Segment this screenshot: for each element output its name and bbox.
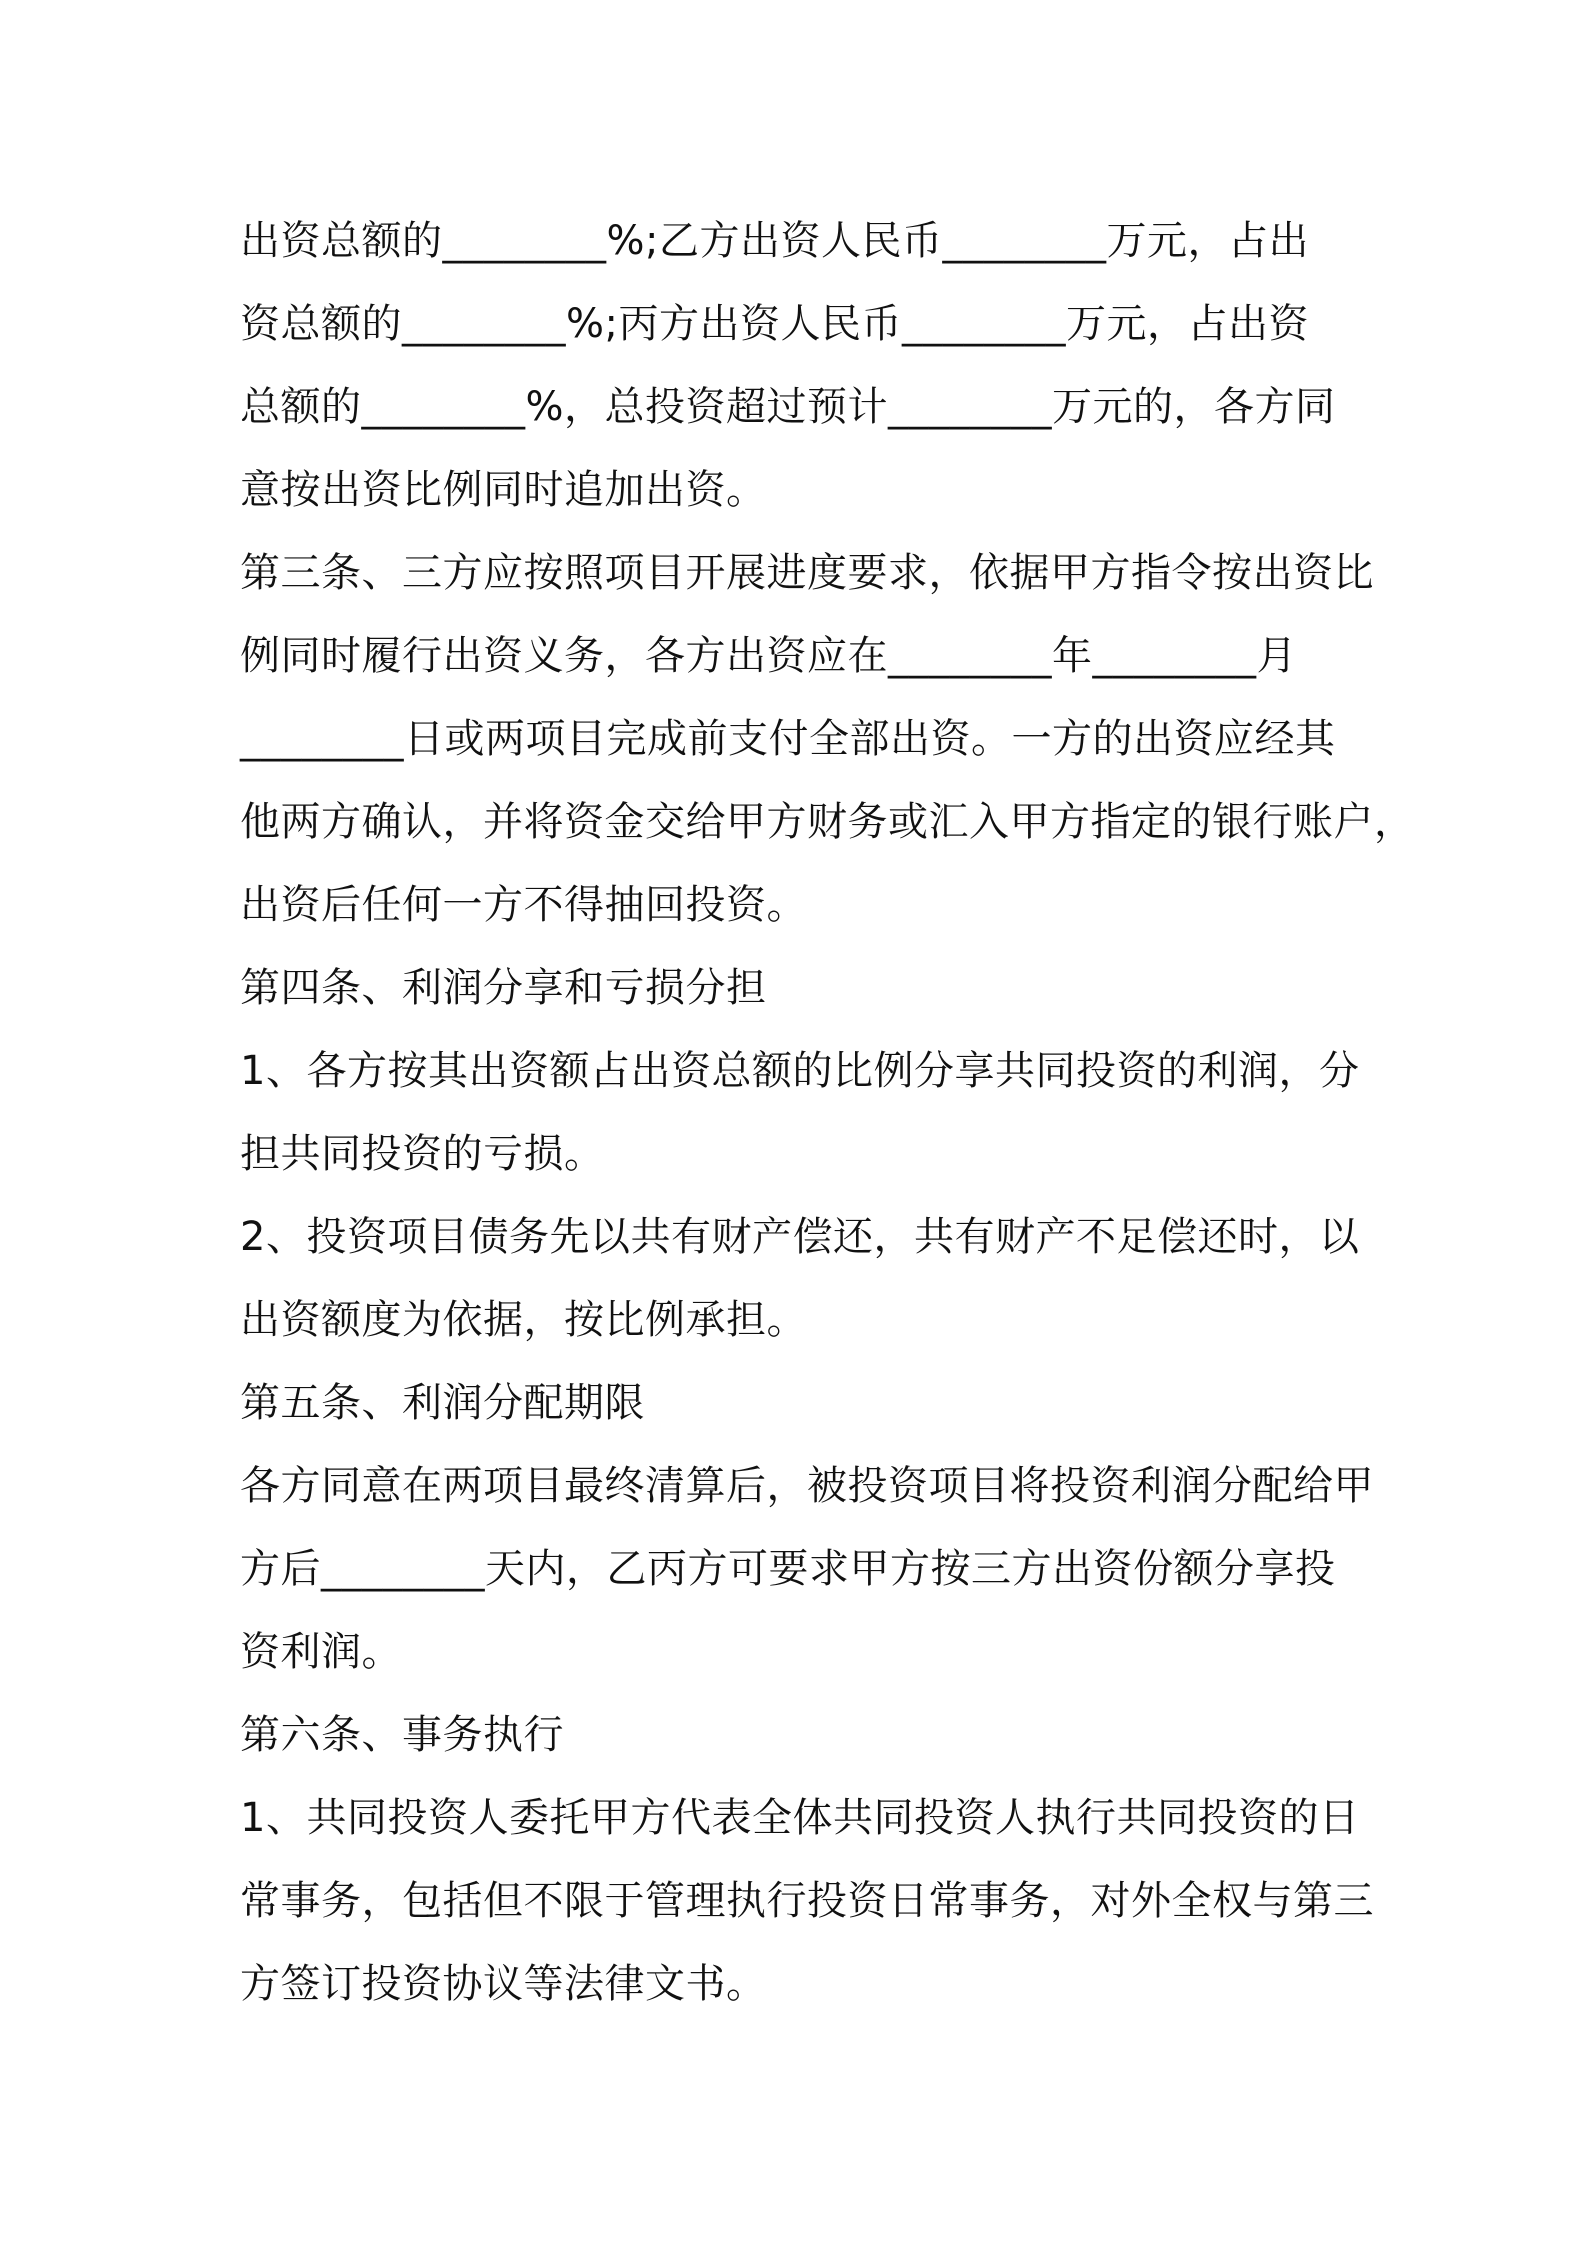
article-5-heading: 第五条、利润分配期限 xyxy=(240,1380,645,1426)
text-line: 常事务，包括但不限于管理执行投资日常事务，对外全权与第三 xyxy=(240,1878,1374,1924)
text-line: 例同时履行出资义务，各方出资应在________年________月 xyxy=(240,633,1297,679)
text-line: 方签订投资协议等法律文书。 xyxy=(240,1961,767,2007)
text-line: 总额的________%，总投资超过预计________万元的，各方同 xyxy=(240,384,1336,430)
text-line: 出资后任何一方不得抽回投资。 xyxy=(240,882,807,928)
text-line: 资利润。 xyxy=(240,1629,402,1675)
text-line: 2、投资项目债务先以共有财产偿还，共有财产不足偿还时，以 xyxy=(240,1214,1360,1260)
text-line: 他两方确认，并将资金交给甲方财务或汇入甲方指定的银行账户， xyxy=(240,799,1415,845)
text-line: 资总额的________%;丙方出资人民币________万元，占出资 xyxy=(240,301,1309,347)
article-6-heading: 第六条、事务执行 xyxy=(240,1712,564,1758)
text-line: ________日或两项目完成前支付全部出资。一方的出资应经其 xyxy=(240,716,1336,762)
text-line: 出资总额的________%;乙方出资人民币________万元，占出 xyxy=(240,218,1309,264)
text-line: 方后________天内，乙丙方可要求甲方按三方出资份额分享投 xyxy=(240,1546,1336,1592)
text-line: 各方同意在两项目最终清算后，被投资项目将投资利润分配给甲 xyxy=(240,1463,1374,1509)
text-line: 出资额度为依据，按比例承担。 xyxy=(240,1297,807,1343)
text-line: 担共同投资的亏损。 xyxy=(240,1131,605,1177)
document-page xyxy=(240,200,1415,2026)
text-line: 意按出资比例同时追加出资。 xyxy=(240,467,767,513)
text-line: 1、共同投资人委托甲方代表全体共同投资人执行共同投资的日 xyxy=(240,1795,1360,1841)
article-3-line: 第三条、三方应按照项目开展进度要求，依据甲方指令按出资比 xyxy=(240,550,1374,596)
text-line: 1、各方按其出资额占出资总额的比例分享共同投资的利润，分 xyxy=(240,1048,1360,1094)
article-4-heading: 第四条、利润分享和亏损分担 xyxy=(240,965,767,1011)
